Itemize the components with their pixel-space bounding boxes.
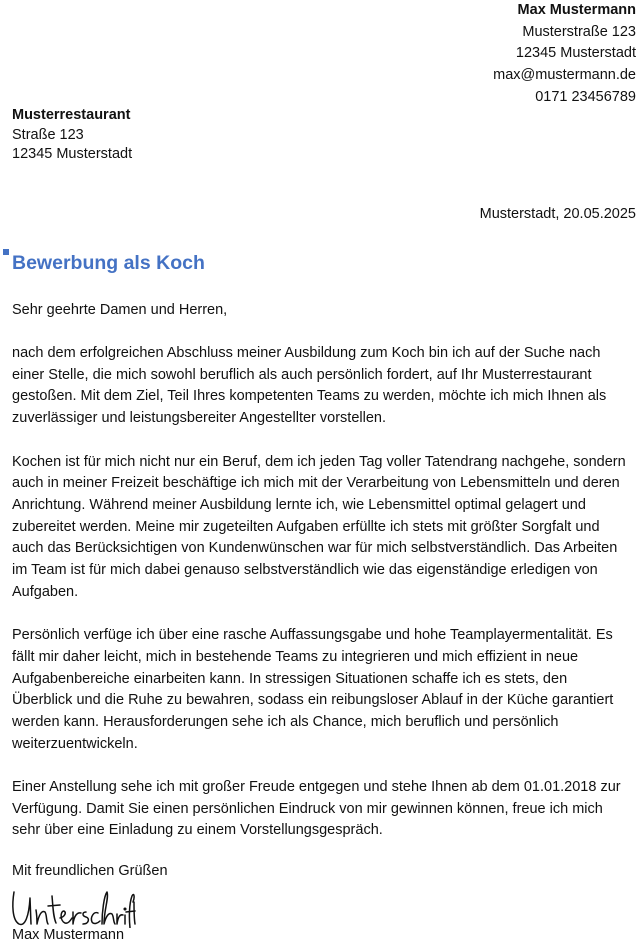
body-paragraph: nach dem erfolgreichen Abschluss meiner Ausbildung zum Koch bin ich auf der Suche nach einer Stelle, die mich sowohl beruflich als auch persönlich fordert, auf Ihr Musterrestaurant gestoßen. Mit dem Ziel, Teil Ihres kompetenten Teams zu werden, möchte ich mich Ihnen als zuverlässiger und leistungsbereiter Angestellter vorstellen. (12, 345, 607, 427)
body-paragraph: Kochen ist für mich nicht nur ein Beruf, dem ich jeden Tag voller Tatendrang nachgehe, sondern auch in meiner Freizeit beschäftige ich mich mit der Verarbeitung von Lebensmitteln und deren Anrichtung. Während meiner Ausbildung lernte ich, wie Lebensmittel optimal gelagert und zubereitet werden. Meine mir zugeteilten Aufgaben erfüllte ich stets mit größter Sorgfalt und auch das Berücksichtigen von Kundenwünschen war für mich selbstverständlich. Das Arbeiten im Team ist für mich dabei genauso selbstverständlich wie das eigenständige erledigen von Aufgaben. (12, 453, 626, 600)
sender-address (493, 0, 636, 109)
letter-body (12, 343, 628, 842)
body-paragraph: Persönlich verfüge ich über eine rasche Auffassungsgabe und hohe Teamplayermentalität. Es fällt mir daher leicht, mich in bestehende Teams zu integrieren und mich effizient in neue Aufgabenbereiche einarbeiten kann. In stressigen Situationen schaffe ich es stets, den Überblick und die Ruhe zu bewahren, sodass ein reibungsloser Ablauf in der Küche garantiert werden kann. Herausforderungen sehe ich als Chance, mich beruflich und persönlich weiterzuentwickeln. (12, 627, 614, 752)
letter-date: Musterstadt, 20.05.2025 (479, 206, 636, 222)
sender-name: Max Mustermann (517, 2, 636, 18)
sender-phone: 0171 23456789 (535, 88, 636, 105)
closing: Mit freundlichen Grüßen (12, 863, 168, 879)
recipient-address (12, 106, 132, 165)
letter-subject: Bewerbung als Koch (12, 252, 205, 274)
body-paragraph: Einer Anstellung sehe ich mit großer Freude entgegen und stehe Ihnen ab dem 01.01.2018 zur Verfügung. Damit Sie einen persönlichen Eindruck von mir gewinnen können, freue ich mich sehr über eine Einladung zu einem Vorstellungsgespräch. (12, 779, 621, 839)
sender-city: 12345 Musterstadt (515, 45, 636, 62)
recipient-company: Musterrestaurant (12, 107, 131, 123)
recipient-street: Straße 123 (12, 126, 84, 143)
subject-marker (3, 249, 9, 255)
sender-email: max@mustermann.de (493, 67, 636, 84)
signer-name: Max Mustermann (12, 927, 125, 943)
recipient-city: 12345 Musterstadt (12, 146, 133, 163)
handwritten-signature (10, 884, 136, 928)
salutation: Sehr geehrte Damen und Herren, (12, 302, 228, 318)
sender-street: Musterstraße 123 (522, 23, 636, 40)
